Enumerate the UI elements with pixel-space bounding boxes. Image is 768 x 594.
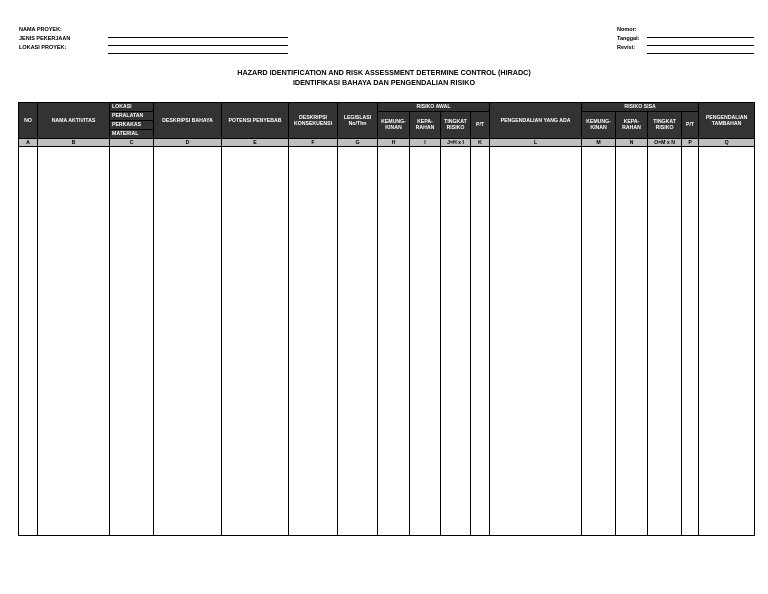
table-cell[interactable] xyxy=(490,147,582,536)
residual-risk-level-header: TINGKAT RISIKO xyxy=(648,112,682,139)
table-cell[interactable] xyxy=(682,147,699,536)
column-letter: H xyxy=(378,139,410,147)
col-existing-control-header: PENGENDALIAN YANG ADA xyxy=(490,103,582,139)
initial-risk-level-header: TINGKAT RISIKO xyxy=(441,112,471,139)
table-cell[interactable] xyxy=(19,147,38,536)
column-letter: E xyxy=(222,139,289,147)
document-info-labels xyxy=(617,26,640,53)
table-cell[interactable] xyxy=(338,147,378,536)
hiradc-table xyxy=(18,102,755,536)
column-letter: P xyxy=(682,139,699,147)
col-no-header: NO xyxy=(19,103,38,139)
initial-risk-group-header: RISIKO AWAL xyxy=(378,103,490,112)
col-c-tools: PERKAKAS xyxy=(110,121,154,130)
column-letter: D xyxy=(154,139,222,147)
column-letter: Q xyxy=(699,139,755,147)
table-body-row xyxy=(19,147,755,536)
residual-likelihood-header: KEMUNG-KINAN xyxy=(582,112,616,139)
col-c-material: MATERIAL xyxy=(110,130,154,139)
table-cell[interactable] xyxy=(648,147,682,536)
col-legislation-header: LEGISLASI No/Thn xyxy=(338,103,378,139)
project-name-line xyxy=(108,37,288,38)
work-type-line xyxy=(108,45,288,46)
col-c-equipment: PERALATAN xyxy=(110,112,154,121)
column-letter: J=H x I xyxy=(441,139,471,147)
table-cell[interactable] xyxy=(38,147,110,536)
table-cell[interactable] xyxy=(410,147,441,536)
residual-pt-header: P/T xyxy=(682,112,699,139)
table-cell[interactable] xyxy=(110,147,154,536)
column-letter: N xyxy=(616,139,648,147)
table-cell[interactable] xyxy=(616,147,648,536)
column-letter: M xyxy=(582,139,616,147)
column-letter: I xyxy=(410,139,441,147)
column-letter: K xyxy=(471,139,490,147)
column-letter: A xyxy=(19,139,38,147)
column-letter: B xyxy=(38,139,110,147)
revision-line xyxy=(647,53,754,54)
column-letter: C xyxy=(110,139,154,147)
header-row-2 xyxy=(19,112,755,121)
column-letter-row xyxy=(19,139,755,147)
number-line xyxy=(647,37,754,38)
revision-label: Revisi: xyxy=(617,45,636,51)
table-cell[interactable] xyxy=(222,147,289,536)
table-cell[interactable] xyxy=(378,147,410,536)
header-row-1 xyxy=(19,103,755,112)
column-letter: L xyxy=(490,139,582,147)
initial-severity-header: KEPA-RAHAN xyxy=(410,112,441,139)
residual-severity-header: KEPA-RAHAN xyxy=(616,112,648,139)
date-label: Tanggal: xyxy=(617,36,640,42)
col-consequence-header: DESKRIPSI KONSEKUENSI xyxy=(289,103,338,139)
table-cell[interactable] xyxy=(289,147,338,536)
column-letter: O=M x N xyxy=(648,139,682,147)
date-line xyxy=(647,45,754,46)
table-cell[interactable] xyxy=(582,147,616,536)
column-letter: G xyxy=(338,139,378,147)
table-cell[interactable] xyxy=(471,147,490,536)
column-letter: F xyxy=(289,139,338,147)
col-additional-control-header: PENGENDALIAN TAMBAHAN xyxy=(699,103,755,139)
work-type-label: JENIS PEKERJAAN xyxy=(19,36,71,42)
number-label: Nomor: xyxy=(617,27,637,33)
col-hazard-header: DESKRIPSI BAHAYA xyxy=(154,103,222,139)
table-cell[interactable] xyxy=(154,147,222,536)
table-cell[interactable] xyxy=(699,147,755,536)
document-subtitle: IDENTIFIKASI BAHAYA DAN PENGENDALIAN RISIKO xyxy=(292,78,476,87)
project-info-labels xyxy=(19,26,70,53)
project-location-label: LOKASI PROYEK: xyxy=(19,45,67,51)
table-cell[interactable] xyxy=(441,147,471,536)
initial-pt-header: P/T xyxy=(471,112,490,139)
col-activity-header: NAMA AKTIVITAS xyxy=(38,103,110,139)
col-c-location: LOKASI xyxy=(110,103,154,112)
initial-likelihood-header: KEMUNG-KINAN xyxy=(378,112,410,139)
col-cause-header: POTENSI PENYEBAB xyxy=(222,103,289,139)
document-title: HAZARD IDENTIFICATION AND RISK ASSESSMENT DETERMINE CONTROL (HIRADC) xyxy=(237,68,531,77)
project-name-label: NAMA PROYEK: xyxy=(19,27,62,33)
residual-risk-group-header: RISIKO SISA xyxy=(582,103,699,112)
project-location-line xyxy=(108,53,288,54)
